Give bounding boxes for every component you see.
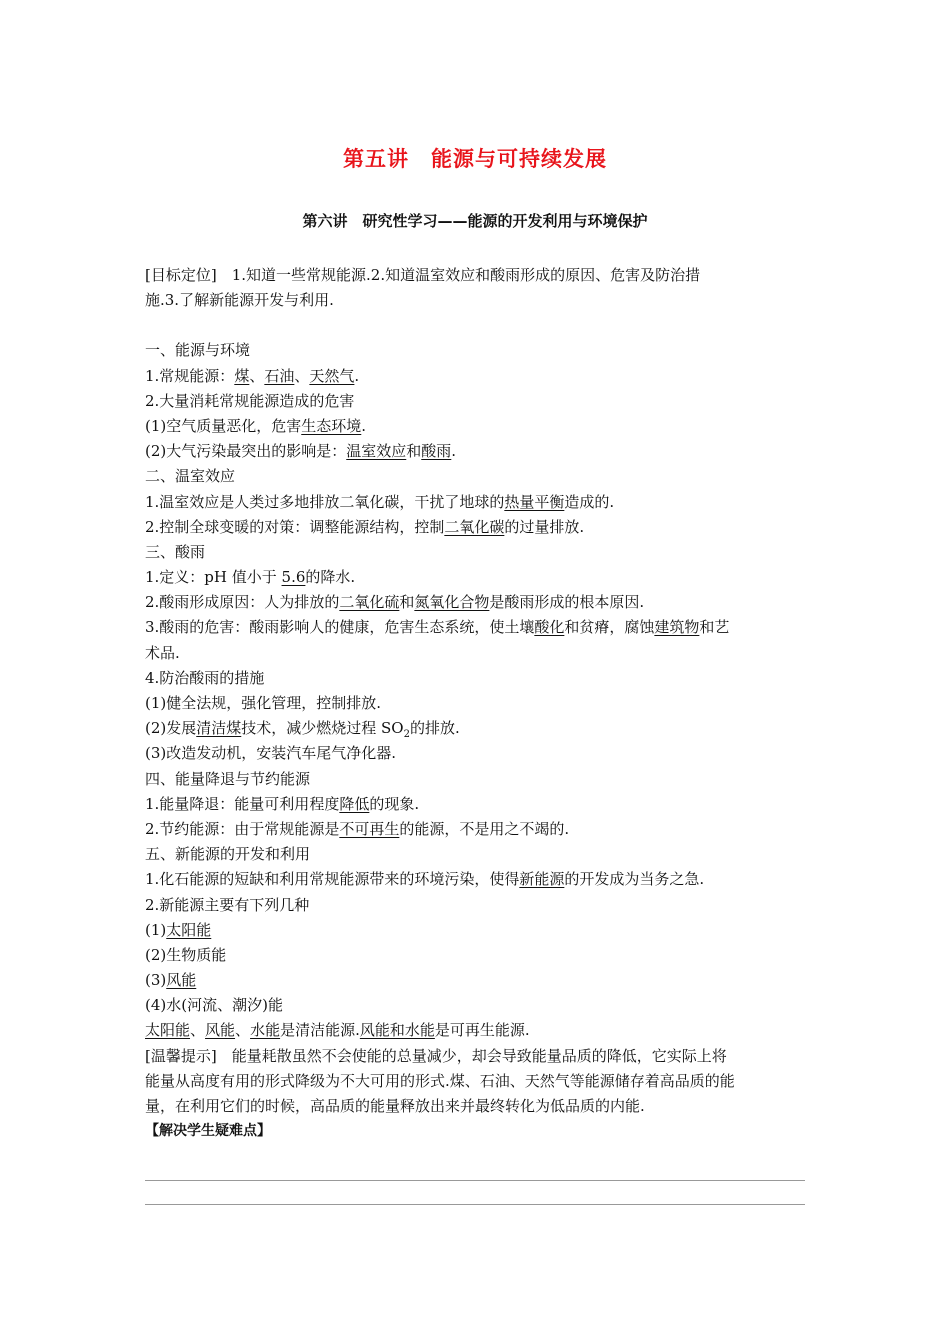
answer-blank: 不可再生 bbox=[339, 819, 400, 838]
answer-blank: 风能和水能 bbox=[359, 1021, 435, 1040]
text-line: 2.新能源主要有下列几种 bbox=[145, 895, 310, 914]
text-line: 2.控制全球变暖的对策：调整能源结构，控制二氧化碳的过量排放. bbox=[145, 517, 585, 536]
text-line: (2)发展清洁煤技术，减少燃烧过程 $SO_2$的排放. bbox=[145, 719, 460, 741]
answer-rule-line bbox=[145, 1180, 805, 1181]
section-heading: 三、酸雨 bbox=[145, 542, 206, 561]
text-line: (1)健全法规，强化管理，控制排放. bbox=[145, 694, 382, 712]
text-line: (2)大气污染最突出的影响是：温室效应和酸雨. bbox=[145, 442, 457, 461]
answer-blank: 煤 bbox=[234, 366, 250, 385]
answer-blank: 酸化 bbox=[534, 618, 565, 637]
answer-blank: 清洁煤 bbox=[196, 719, 242, 738]
answer-rule-line bbox=[145, 1204, 805, 1205]
answer-blank: 生态环境 bbox=[301, 416, 362, 435]
text-line: 4.防治酸雨的措施 bbox=[145, 668, 265, 687]
section-heading: 五、新能源的开发和利用 bbox=[145, 845, 311, 864]
text-line: (4)水(河流、潮汐)能 bbox=[145, 996, 283, 1015]
answer-blank: 太阳能 bbox=[166, 920, 212, 939]
answer-blank: 新能源 bbox=[519, 870, 565, 889]
text-line: 1.定义：pH 值小于 5.6的降水. bbox=[145, 568, 356, 587]
document-body bbox=[145, 263, 807, 1144]
text-line: 2.大量消耗常规能源造成的危害 bbox=[145, 391, 355, 410]
objectives-line-1: [目标定位] 1.知道一些常规能源.2.知道温室效应和酸雨形成的原因、危害及防治措 bbox=[145, 266, 701, 284]
section-heading: 一、能源与环境 bbox=[145, 341, 251, 360]
text-line: 1.常规能源：煤、石油、天然气. bbox=[145, 366, 360, 385]
answer-blank: 热量平衡 bbox=[504, 492, 565, 511]
text-line: (3)改造发动机，安装汽车尾气净化器. bbox=[145, 744, 397, 763]
answer-blank: 酸雨 bbox=[421, 442, 452, 461]
answer-blank: 二氧化碳 bbox=[444, 517, 505, 536]
answer-blank: 太阳能 bbox=[145, 1021, 191, 1040]
answer-blank: 水能 bbox=[250, 1021, 281, 1040]
tip-line-3: 量，在利用它们的时候，高品质的能量释放出来并最终转化为低品质的内能. bbox=[145, 1097, 645, 1115]
answer-blank: 石油 bbox=[264, 366, 295, 385]
answer-blank: 氮氧化合物 bbox=[414, 593, 490, 612]
text-line: (2)生物质能 bbox=[145, 945, 227, 964]
text-line: 1.能量降退：能量可利用程度降低的现象. bbox=[145, 794, 420, 813]
text-line: (1)空气质量恶化，危害生态环境. bbox=[145, 416, 367, 435]
objectives-line-2: 施.3.了解新能源开发与利用. bbox=[145, 291, 334, 310]
text-line: 1.化石能源的短缺和利用常规能源带来的环境污染，使得新能源的开发成为当务之急. bbox=[145, 870, 705, 889]
text-line: 太阳能、风能、水能是清洁能源.风能和水能是可再生能源. bbox=[145, 1021, 530, 1040]
text-line: (3)风能 bbox=[145, 971, 197, 990]
answer-blank: 降低 bbox=[339, 794, 370, 813]
tip-line-2: 能量从高度有用的形式降级为不大可用的形式.煤、石油、天然气等能源储存着高品质的能 bbox=[145, 1071, 735, 1090]
page-title: 第五讲 能源与可持续发展 bbox=[343, 147, 607, 171]
answer-blank: 天然气 bbox=[309, 366, 355, 385]
answer-blank: 风能 bbox=[166, 971, 197, 990]
tip-line-1: [温馨提示] 能量耗散虽然不会使能的总量减少，却会导致能量品质的降低，它实际上将 bbox=[145, 1046, 727, 1065]
answer-blank: 5.6 bbox=[281, 568, 306, 587]
text-line: 1.温室效应是人类过多地排放二氧化碳，干扰了地球的热量平衡造成的. bbox=[145, 492, 615, 511]
text-line: 术品. bbox=[145, 643, 180, 662]
text-line: 2.酸雨形成原因：人为排放的二氧化硫和氮氧化合物是酸雨形成的根本原因. bbox=[145, 593, 645, 612]
text-line: 2.节约能源：由于常规能源是不可再生的能源，不是用之不竭的. bbox=[145, 819, 570, 838]
answer-blank: 建筑物 bbox=[654, 618, 700, 637]
text-line: (1)太阳能 bbox=[145, 920, 212, 939]
answer-blank: 风能 bbox=[205, 1021, 236, 1040]
answer-blank: 温室效应 bbox=[346, 442, 407, 461]
solve-heading: 【解决学生疑难点】 bbox=[145, 1123, 271, 1140]
section-heading: 二、温室效应 bbox=[145, 467, 236, 486]
section-heading: 四、能量降退与节约能源 bbox=[145, 769, 311, 788]
page-subtitle: 第六讲 研究性学习——能源的开发利用与环境保护 bbox=[302, 212, 648, 230]
answer-blank: 二氧化硫 bbox=[339, 593, 400, 612]
text-line: 3.酸雨的危害：酸雨影响人的健康，危害生态系统，使土壤酸化和贫瘠，腐蚀建筑物和艺 bbox=[145, 618, 730, 637]
